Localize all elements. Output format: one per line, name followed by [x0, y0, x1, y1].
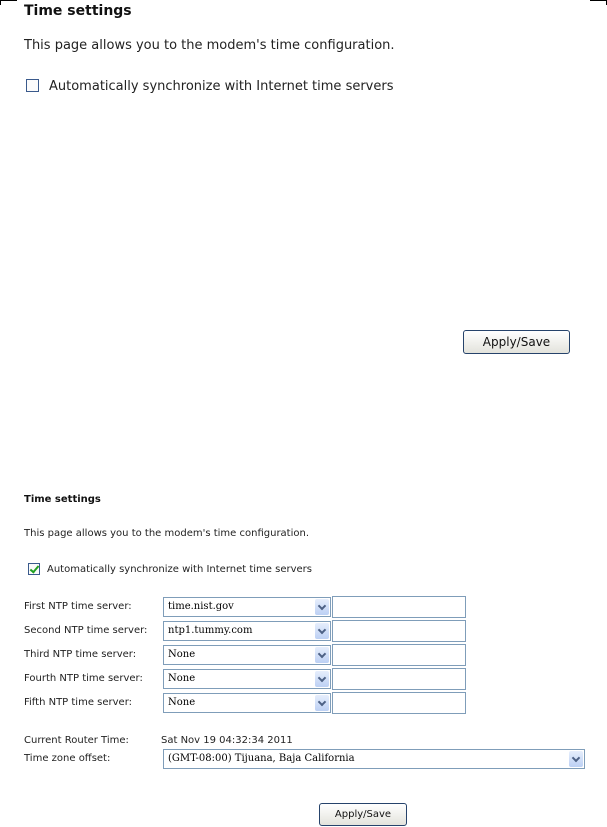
dropdown-arrow[interactable]: [315, 695, 329, 711]
ntp-server-5-select[interactable]: [163, 693, 331, 713]
timezone-select[interactable]: [163, 749, 585, 769]
auto-sync-checkbox[interactable]: [28, 563, 40, 575]
auto-sync-label: Automatically synchronize with Internet time servers: [47, 564, 312, 575]
frame-corner-right: [590, 0, 607, 5]
dropdown-arrow[interactable]: [315, 623, 329, 639]
ntp-server-3-label: Third NTP time server:: [24, 649, 137, 660]
chevron-down-icon: [318, 698, 326, 706]
timezone-value: (GMT-08:00) Tijuana, Baja California: [168, 753, 355, 764]
dropdown-arrow[interactable]: [315, 599, 329, 615]
frame-corner-left: [0, 0, 17, 5]
chevron-down-icon: [318, 626, 326, 634]
dropdown-arrow[interactable]: [569, 751, 583, 767]
apply-save-button[interactable]: Apply/Save: [319, 803, 407, 826]
ntp-server-2-select[interactable]: [163, 621, 331, 641]
ntp-server-4-other-input[interactable]: [332, 668, 466, 690]
dropdown-arrow[interactable]: [315, 671, 329, 687]
chevron-down-icon: [572, 754, 580, 762]
ntp-server-2-other-input[interactable]: [332, 620, 466, 642]
ntp-server-4-label: Fourth NTP time server:: [24, 673, 143, 684]
timezone-label: Time zone offset:: [24, 753, 111, 764]
ntp-server-1-select[interactable]: [163, 597, 331, 617]
checkmark-icon: [30, 563, 40, 573]
page-description: This page allows you to the modem's time configuration.: [24, 528, 310, 539]
ntp-server-2-value: ntp1.tummy.com: [168, 625, 253, 636]
ntp-server-5-label: Fifth NTP time server:: [24, 697, 133, 708]
chevron-down-icon: [318, 602, 326, 610]
chevron-down-icon: [318, 650, 326, 658]
ntp-server-5-value: None: [168, 697, 196, 708]
ntp-server-3-value: None: [168, 649, 196, 660]
router-time-value: Sat Nov 19 04:32:34 2011: [161, 735, 293, 746]
auto-sync-checkbox[interactable]: [26, 79, 39, 92]
ntp-server-1-label: First NTP time server:: [24, 601, 132, 612]
router-time-label: Current Router Time:: [24, 735, 129, 746]
ntp-server-1-other-input[interactable]: [332, 596, 466, 618]
ntp-server-2-label: Second NTP time server:: [24, 625, 148, 636]
ntp-server-1-value: time.nist.gov: [168, 601, 234, 612]
auto-sync-label: Automatically synchronize with Internet time servers: [49, 79, 394, 94]
page-description: This page allows you to the modem's time configuration.: [24, 38, 395, 53]
page-title: Time settings: [24, 494, 101, 505]
ntp-server-4-select[interactable]: [163, 669, 331, 689]
page-title: Time settings: [24, 3, 132, 19]
ntp-server-4-value: None: [168, 673, 196, 684]
chevron-down-icon: [318, 674, 326, 682]
apply-save-button[interactable]: Apply/Save: [463, 330, 570, 354]
dropdown-arrow[interactable]: [315, 647, 329, 663]
ntp-server-5-other-input[interactable]: [332, 692, 466, 714]
ntp-server-3-other-input[interactable]: [332, 644, 466, 666]
ntp-server-3-select[interactable]: [163, 645, 331, 665]
